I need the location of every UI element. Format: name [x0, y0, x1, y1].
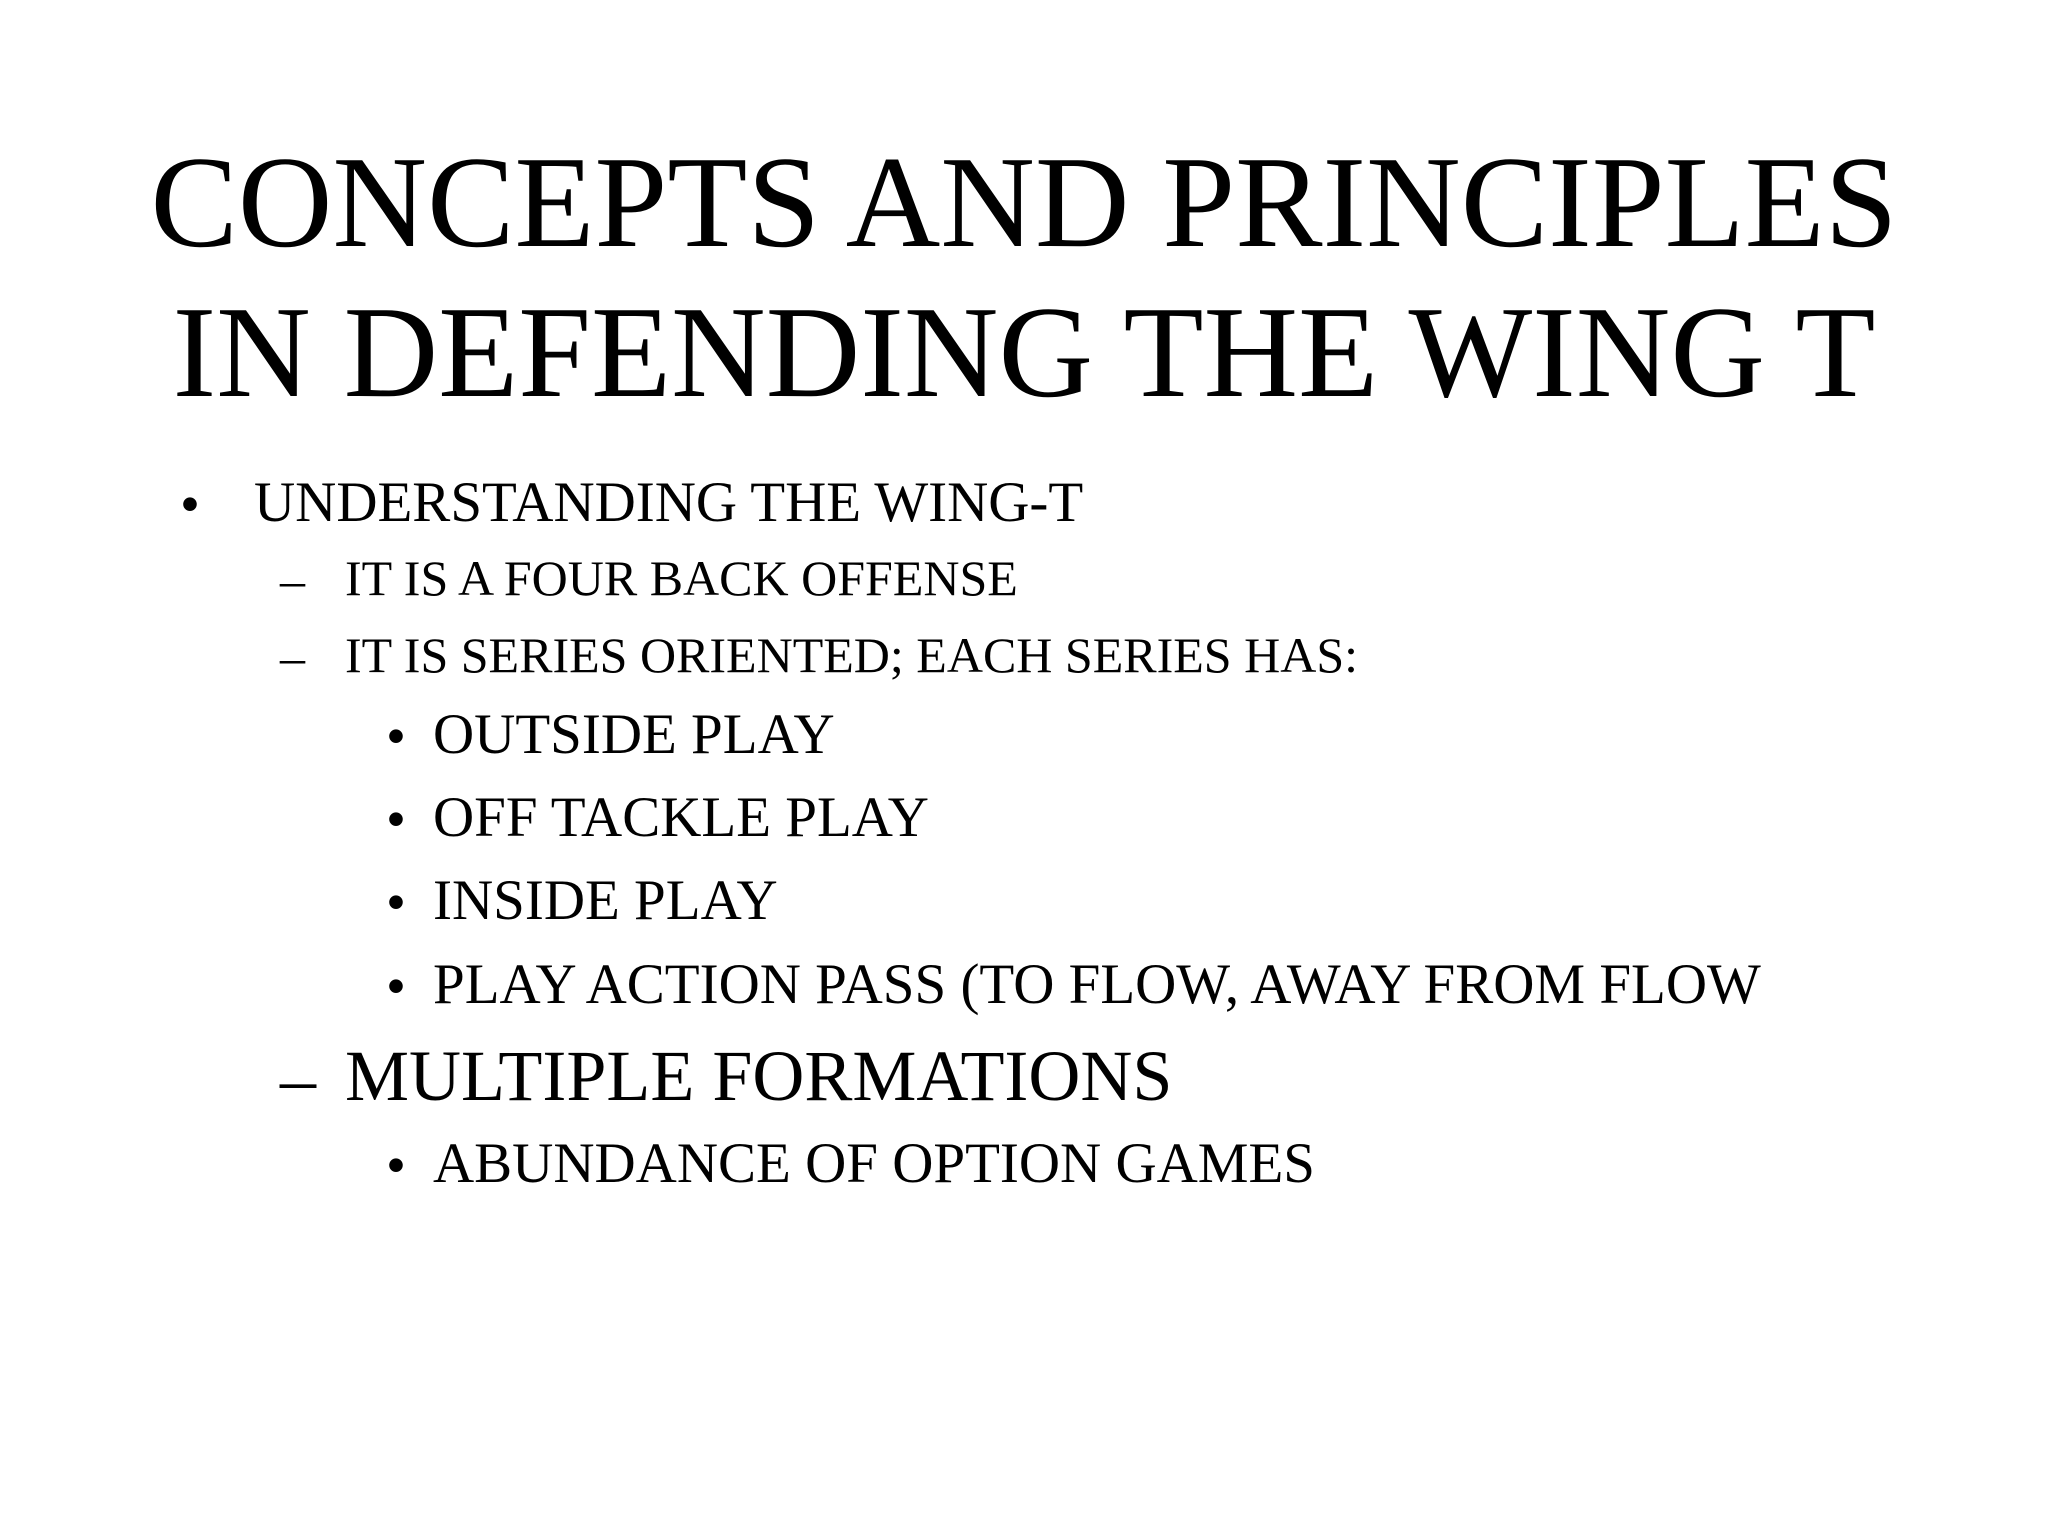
- bullet-marker: •: [386, 705, 406, 768]
- list-item-level-3: ABUNDANCE OF OPTION GAMES: [433, 1132, 1315, 1195]
- dash-marker: –: [280, 1039, 316, 1119]
- list-item-level-3: OFF TACKLE PLAY: [433, 786, 929, 849]
- slide-title-line-1: CONCEPTS AND PRINCIPLES: [150, 130, 1898, 275]
- list-item-level-2: MULTIPLE FORMATIONS: [345, 1036, 1173, 1116]
- list-item-level-1: UNDERSTANDING THE WING-T: [254, 471, 1084, 534]
- dash-marker: –: [280, 552, 305, 608]
- bullet-marker: •: [386, 955, 406, 1018]
- slide-title-line-2: IN DEFENDING THE WING T: [172, 280, 1876, 425]
- bullet-marker: •: [386, 788, 406, 851]
- bullet-marker: •: [180, 473, 200, 536]
- list-item-level-3: PLAY ACTION PASS (TO FLOW, AWAY FROM FLOW: [433, 953, 1761, 1016]
- slide-title: [0, 128, 2048, 428]
- bullet-marker: •: [386, 871, 406, 934]
- list-item-level-3: INSIDE PLAY: [433, 869, 778, 932]
- list-item-level-2: IT IS A FOUR BACK OFFENSE: [345, 550, 1018, 606]
- dash-marker: –: [280, 629, 305, 685]
- bullet-marker: •: [386, 1134, 406, 1197]
- list-item-level-2: IT IS SERIES ORIENTED; EACH SERIES HAS:: [345, 627, 1359, 683]
- list-item-level-3: OUTSIDE PLAY: [433, 703, 835, 766]
